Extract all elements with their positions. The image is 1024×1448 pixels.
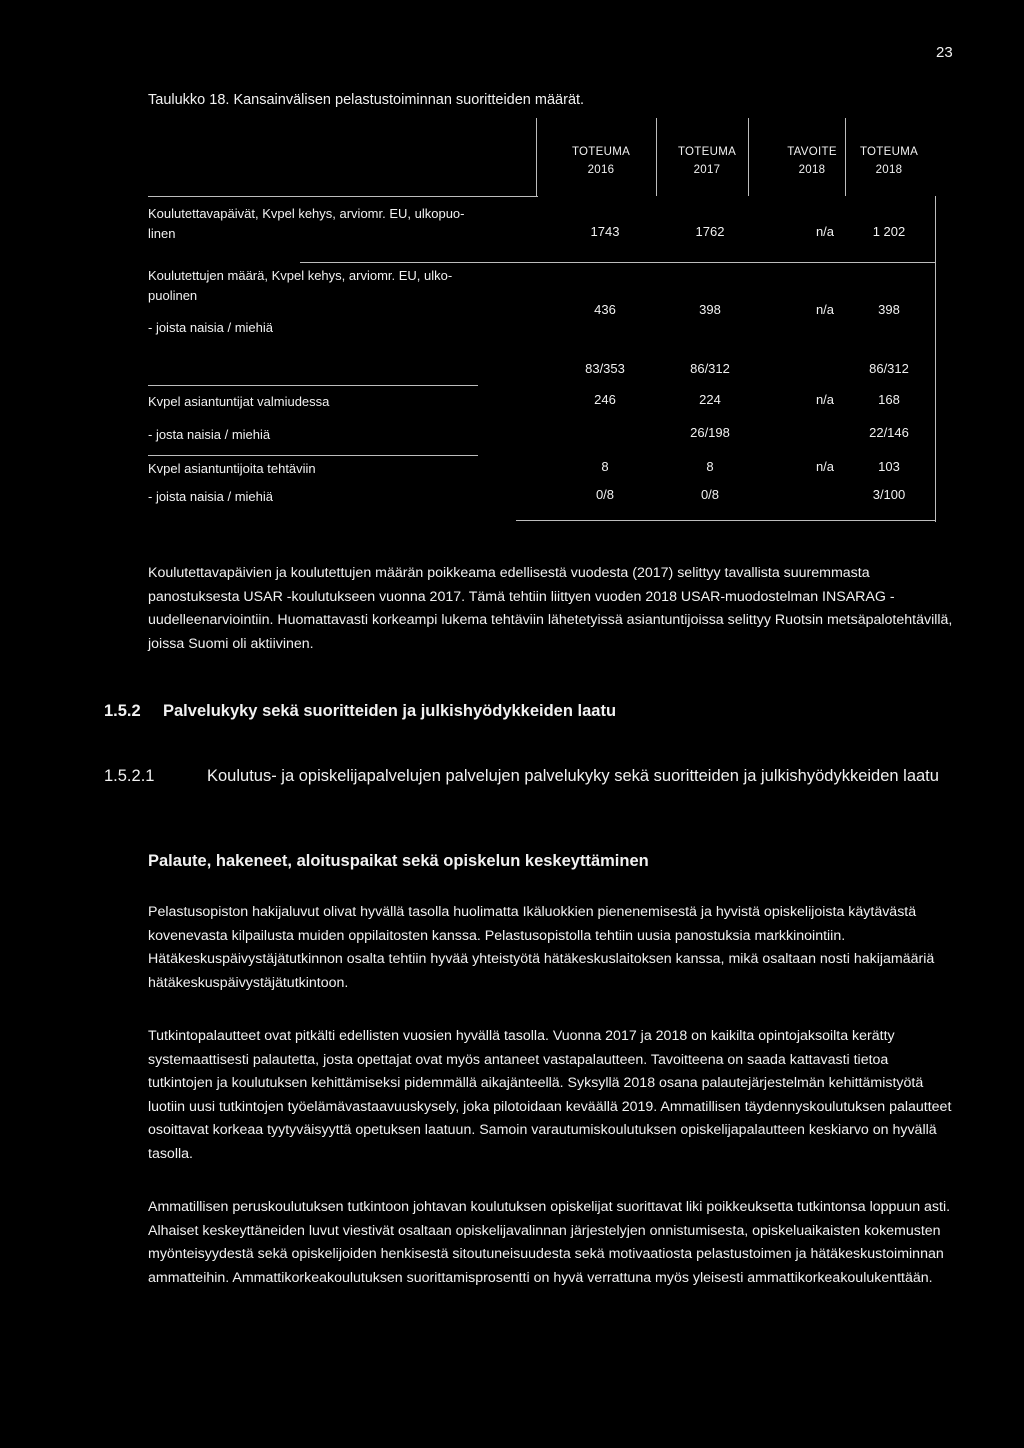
- subsection-number: 1.5.2.1: [104, 767, 155, 785]
- column-header-label: TOTEUMA: [677, 146, 737, 158]
- table-cell: 83/353: [585, 361, 625, 376]
- table-caption: Taulukko 18. Kansainvälisen pelastustoiminnan suoritteiden määrät.: [148, 92, 585, 108]
- table-divider: [536, 118, 537, 196]
- row-label: Kvpel asiantuntijoita tehtäviin: [148, 461, 316, 476]
- table-cell: n/a: [815, 224, 835, 239]
- body-paragraph: Ammatillisen peruskoulutuksen tutkintoon johtavan koulutuksen opiskelijat suorittavat liki poikkeuksetta tutkintonsa loppuun asti. Alhaiset keskeyttäneiden luvut viestivät osaltaan opiskelijavalinnan järjestelyjen onnistumisesta, opiskeluaikaisten kokemusten myönteisyydestä sekä opiskelijoiden henkisestä sitoutuneisuudesta sekä motivaatiosta pelastustoimen ja hätäkeskustoiminnan ammatteihin. Ammattikorkeakoulutuksen suorittamisprosentti on hyvä verrattuna myös yleisesti ammattikorkeakoulukenttään.: [148, 1199, 951, 1286]
- table-divider: [148, 196, 538, 197]
- section-title: Palvelukyky sekä suoritteiden ja julkishyödykkeiden laatu: [163, 702, 617, 720]
- table-divider: [148, 385, 478, 386]
- subsection-title: Koulutus- ja opiskelijapalvelujen palvelujen palvelukyky sekä suoritteiden ja julkishyödykkeiden laatu: [207, 767, 939, 785]
- table-cell: 0/8: [700, 487, 720, 502]
- column-header-year: 2017: [693, 164, 721, 176]
- table-cell: 8: [706, 459, 714, 474]
- table-cell: 1762: [695, 224, 725, 239]
- table-divider: [148, 455, 478, 456]
- table-cell: 103: [878, 459, 900, 474]
- row-label: - joista naisia / miehiä: [148, 320, 273, 335]
- subheading: Palaute, hakeneet, aloituspaikat sekä opiskelun keskeyttäminen: [148, 852, 649, 870]
- column-header: [546, 143, 656, 179]
- table-cell: 26/198: [690, 425, 730, 440]
- table-cell: 3/100: [872, 487, 906, 502]
- column-header-label: TOTEUMA: [571, 146, 631, 158]
- column-header-label: TOTEUMA: [859, 146, 919, 158]
- column-header-year: 2018: [798, 164, 826, 176]
- section-number: 1.5.2: [104, 702, 141, 720]
- row-label: - josta naisia / miehiä: [148, 427, 271, 442]
- column-header-label: TAVOITE: [787, 146, 837, 158]
- column-header: [834, 143, 944, 179]
- table-cell: 224: [699, 392, 721, 407]
- table-cell: 1743: [590, 224, 620, 239]
- table-cell: 436: [594, 302, 616, 317]
- table-cell: 0/8: [595, 487, 615, 502]
- table-cell: n/a: [815, 392, 835, 407]
- data-table: [0, 0, 1024, 540]
- table-cell: 1 202: [872, 224, 906, 239]
- row-label: Kvpel asiantuntijat valmiudessa: [148, 394, 330, 409]
- table-cell: 168: [878, 392, 900, 407]
- table-cell: 246: [594, 392, 616, 407]
- table-cell: 22/146: [869, 425, 909, 440]
- table-cell: 398: [699, 302, 721, 317]
- table-divider: [300, 262, 936, 263]
- table-cell: n/a: [815, 459, 835, 474]
- row-label-line: linen: [148, 226, 176, 241]
- page-number: 23: [936, 44, 953, 61]
- row-label-line: Koulutettavapäivät, Kvpel kehys, arviomr. EU, ulkopuo-: [148, 206, 465, 221]
- column-header: [652, 143, 762, 179]
- row-label: [148, 266, 452, 306]
- table-cell: 86/312: [869, 361, 909, 376]
- table-divider: [516, 520, 936, 521]
- body-paragraph: Pelastusopiston hakijaluvut olivat hyvällä tasolla huolimatta Ikäluokkien pienenemisestä ja hyvistä opiskelijoista käytävästä kovenevasta kilpailusta muiden oppilaitosten kanssa. Pelastusopistolla tehtiin uusia panostuksia markkinointiin. Hätäkeskuspäivystäjätutkinnon osalta tehtiin hyvää yhteistyötä hätäkeskuslaitoksen kanssa, mikä osaltaan nosti hakijamääriä hätäkeskuspäivystäjätutkintoon.: [148, 904, 935, 991]
- row-label: - joista naisia / miehiä: [148, 489, 273, 504]
- table-cell: n/a: [815, 302, 835, 317]
- table-cell: 86/312: [690, 361, 730, 376]
- row-label-line: puolinen: [148, 288, 198, 303]
- body-paragraph: Koulutettavapäivien ja koulutettujen määrän poikkeama edellisestä vuodesta (2017) selittyy tavallista suuremmasta panostuksesta USAR -koulutukseen vuonna 2017. Tämä tehtiin liittyen vuoden 2018 USAR-muodostelman INSARAG -uudelleenarviointiin. Huomattavasti korkeampi lukema tehtäviin lähetetyissä asiantuntijoissa selittyy Ruotsin metsäpalotehtävillä, joissa Suomi oli aktiivinen.: [148, 565, 953, 652]
- column-header-year: 2018: [875, 164, 903, 176]
- table-cell: 8: [601, 459, 609, 474]
- body-paragraph: Tutkintopalautteet ovat pitkälti edellisten vuosien hyvällä tasolla. Vuonna 2017 ja 2018 on kaikilta opintojaksoilta kerätty systemaattisesti palautetta, josta opettajat ovat myös antaneet vastapalautteen. Tavoitteena on saada kattavasti tietoa tutkintojen ja koulutuksen kehittämiseksi pidemmällä aikajänteellä. Syksyllä 2018 osana palautejärjestelmän kehittämistyötä luotiin uusi tutkintojen työelämävastaavuuskysely, joka pilotoidaan keväällä 2019. Ammatillisen täydennyskoulutuksen palautteet osoittavat korkeaa tyytyväisyyttä opetuksen laatuun. Samoin varautumiskoulutuksen opiskelijapalautteen keskiarvo on hyvällä tasolla.: [148, 1028, 952, 1162]
- column-header-year: 2016: [587, 164, 615, 176]
- row-label-line: Koulutettujen määrä, Kvpel kehys, arviomr. EU, ulko-: [148, 268, 453, 283]
- row-label: [148, 204, 465, 244]
- table-cell: 398: [878, 302, 900, 317]
